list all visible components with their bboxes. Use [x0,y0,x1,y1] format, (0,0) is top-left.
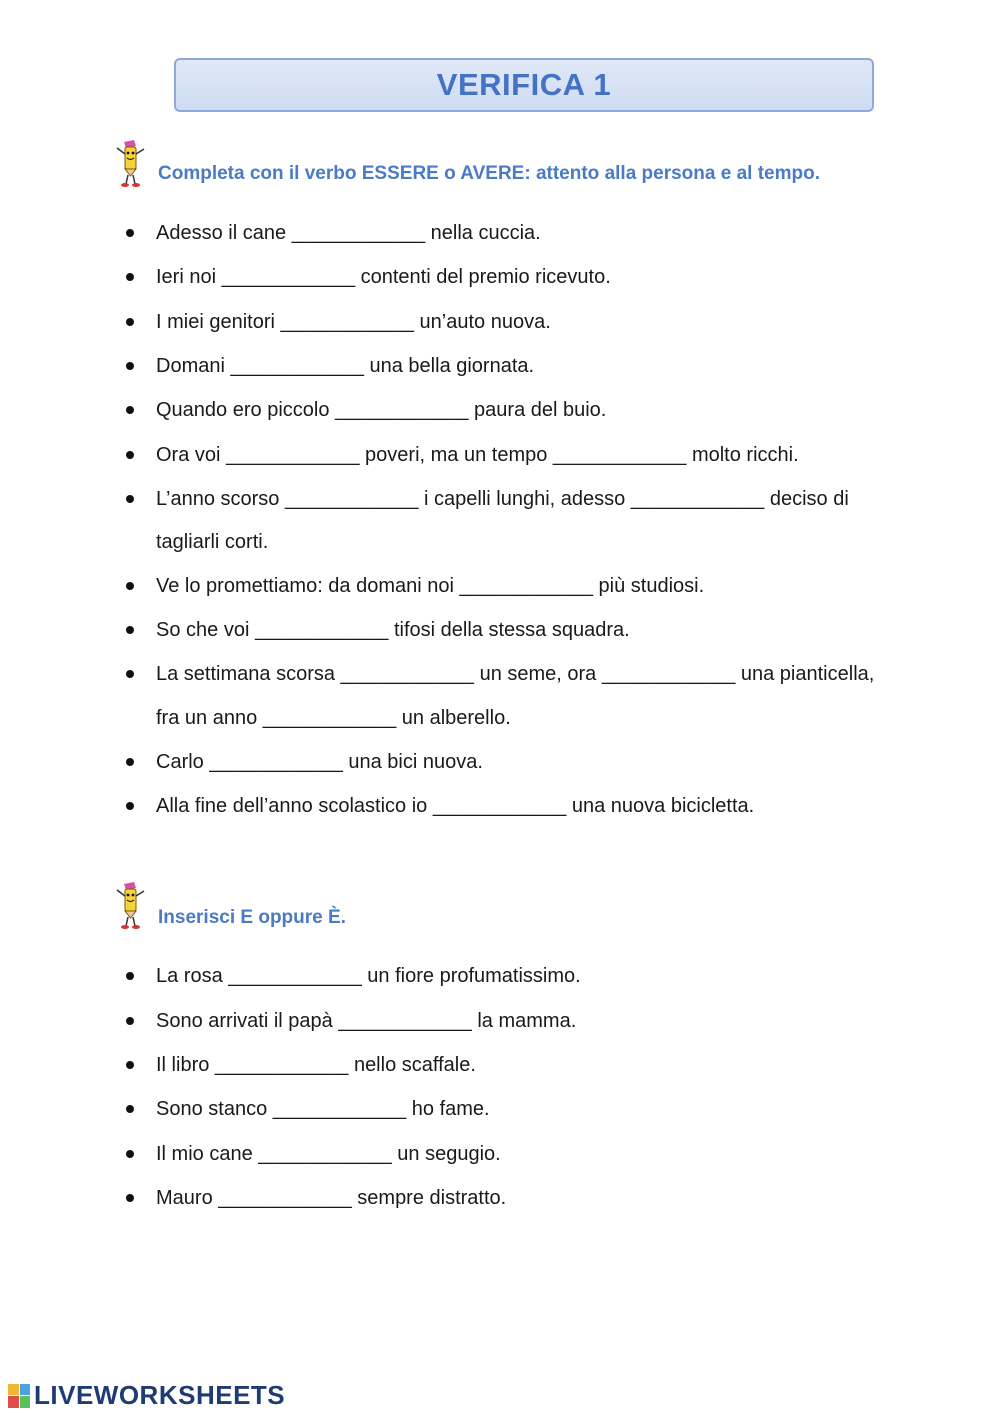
pencil-mascot-icon [114,138,148,188]
bullet-icon [126,1017,134,1025]
list-item: Ve lo promettiamo: da domani noi ____________ più studiosi. [156,575,705,597]
page-title: VERIFICA 1 [436,67,612,102]
title-box [174,58,874,112]
brand-name: LIVEWORKSHEETS [34,1380,286,1410]
list-item: Alla fine dell’anno scolastico io ____________ una nuova bicicletta. [156,795,755,817]
list-item: So che voi ____________ tifosi della stessa squadra. [156,619,630,641]
section2-instruction: Inserisci E oppure È. [158,907,346,928]
pencil-mascot-icon [114,880,148,930]
list-item: Sono arrivati il papà ____________ la mamma. [156,1010,577,1032]
footer-brand[interactable] [8,1380,285,1411]
bullet-icon [126,802,134,810]
list-item: La rosa ____________ un fiore profumatissimo. [156,965,581,987]
bullet-icon [126,495,134,503]
bullet-icon [126,1105,134,1113]
list-item: I miei genitori ____________ un’auto nuova. [156,311,551,333]
list-item: La settimana scorsa ____________ un seme, ora ____________ una pianticella, [156,663,875,685]
bullet-icon [126,582,134,590]
bullet-icon [126,972,134,980]
bullet-icon [126,758,134,766]
list-item: Ieri noi ____________ contenti del premio ricevuto. [156,266,611,288]
bullet-icon [126,670,134,678]
list-item: Quando ero piccolo ____________ paura del buio. [156,399,607,421]
list-item: Carlo ____________ una bici nuova. [156,751,483,773]
list-item: Adesso il cane ____________ nella cuccia. [156,222,541,244]
list-item: Sono stanco ____________ ho fame. [156,1098,490,1120]
bullet-icon [126,229,134,237]
liveworksheets-logo-icon [8,1384,30,1408]
list-item: Mauro ____________ sempre distratto. [156,1187,507,1209]
list-item: Il libro ____________ nello scaffale. [156,1054,476,1076]
list-item: L’anno scorso ____________ i capelli lunghi, adesso ____________ deciso di [156,488,849,510]
bullet-icon [126,1061,134,1069]
list-item: Il mio cane ____________ un segugio. [156,1143,501,1165]
list-item-continuation: tagliarli corti. [156,531,269,553]
bullet-icon [126,626,134,634]
bullet-icon [126,273,134,281]
bullet-icon [126,451,134,459]
section1-instruction: Completa con il verbo ESSERE o AVERE: attento alla persona e al tempo. [158,163,820,184]
bullet-icon [126,1194,134,1202]
bullet-icon [126,406,134,414]
list-item: Ora voi ____________ poveri, ma un tempo ____________ molto ricchi. [156,444,799,466]
bullet-icon [126,1150,134,1158]
bullet-icon [126,318,134,326]
list-item: Domani ____________ una bella giornata. [156,355,535,377]
bullet-icon [126,362,134,370]
list-item-continuation: fra un anno ____________ un alberello. [156,707,511,729]
